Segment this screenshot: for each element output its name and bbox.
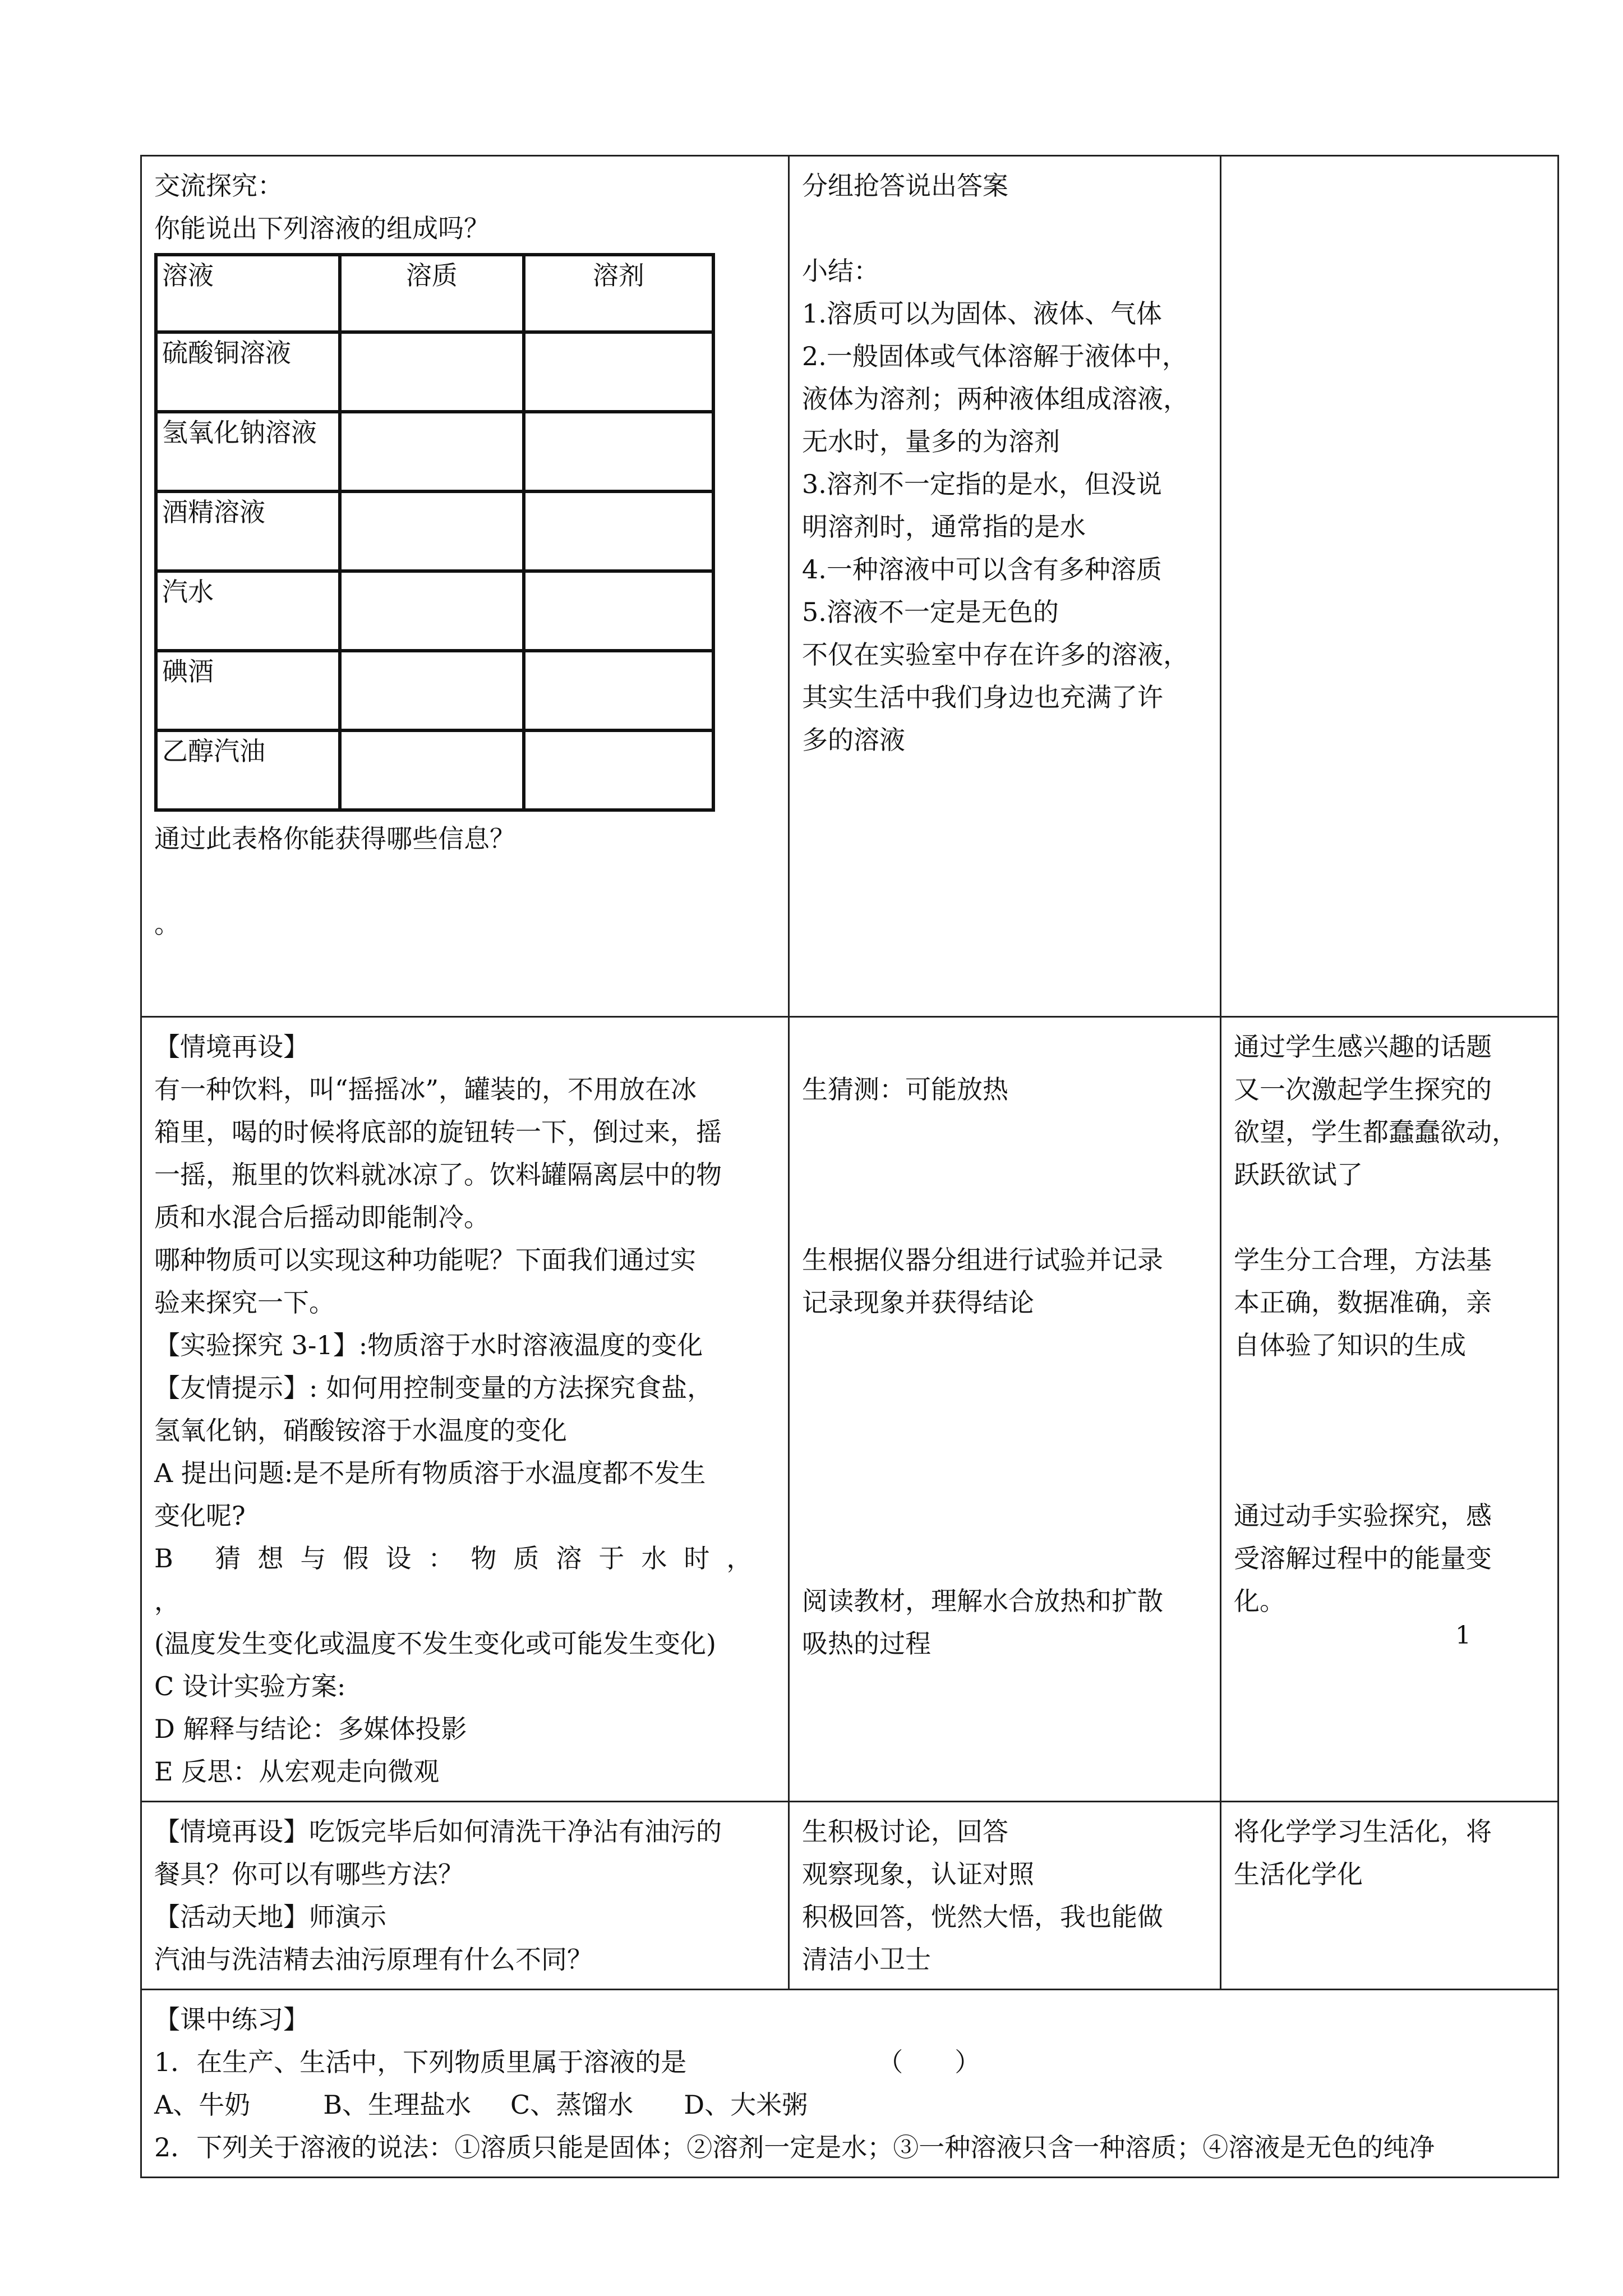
text-line: 【活动天地】师演示 [154,1902,386,1932]
summary-line: 不仅在实验室中存在许多的溶液， [802,639,1189,670]
intent-line: 跃跃欲试了 [1234,1159,1363,1190]
reading-activity: 吸热的过程 [802,1628,931,1659]
solvent-cell [524,730,713,810]
text-line: 生活化学化 [1234,1859,1363,1889]
table-row [156,571,713,651]
row-label: 酒精溶液 [156,491,340,571]
text-line: 质和水混合后摇动即能制冷。 [154,1202,490,1232]
row-scenario-experiment [141,1017,1559,1802]
summary-line: 多的溶液 [802,725,905,755]
row-practice [141,1990,1559,2178]
text-line: ， [154,1586,180,1616]
exchange-heading: 交流探究： [154,171,283,201]
step-b: B 猜想与假设：物质溶于水时， [154,1543,769,1573]
solute-cell [340,730,524,810]
header-solute: 溶质 [340,255,524,332]
solvent-cell [524,491,713,571]
row2-col1 [141,1017,789,1802]
solution-composition-table [154,253,715,812]
text-line: 【情境再设】吃饭完毕后如何清洗干净沾有油污的 [154,1816,722,1847]
summary-line: 无水时，量多的为溶剂 [802,426,1060,457]
text-line: 观察现象，认证对照 [802,1859,1034,1889]
text-line: 汽油与洗洁精去油污原理有什么不同？ [154,1944,593,1975]
question-1 [154,2041,1545,2083]
row-exchange-explore [141,156,1559,1017]
summary-line: 4.一种溶液中可以含有多种溶质 [802,554,1162,585]
intent-line: 又一次激起学生探究的 [1234,1074,1492,1105]
table-header-row [156,255,713,332]
question-1-options [154,2083,1545,2126]
text-line: 清洁小卫士 [802,1944,931,1975]
summary-line: 液体为溶剂；两种液体组成溶液， [802,384,1189,414]
row2-col3 [1221,1017,1559,1802]
step-c: C 设计实验方案: [154,1671,346,1701]
step-d: D 解释与结论：多媒体投影 [154,1714,467,1744]
text-line: 生积极讨论，回答 [802,1816,1008,1847]
intent-line: 受溶解过程中的能量变 [1234,1543,1492,1573]
row2-col2 [789,1017,1221,1802]
option-c: C、蒸馏水 [510,2090,634,2120]
intent-line: 学生分工合理，方法基 [1234,1245,1492,1275]
group-answer-text: 分组抢答说出答案 [802,171,1008,201]
summary-line: 1.溶质可以为固体、液体、气体 [802,298,1162,329]
intent-line: 本正确，数据准确，亲 [1234,1287,1492,1318]
student-guess: 生猜测：可能放热 [802,1074,1008,1105]
text-line: 氢氧化钠，硝酸铵溶于水温度的变化 [154,1415,567,1446]
header-solvent: 溶剂 [524,255,713,332]
text-line: 将化学学习生活化，将 [1234,1816,1492,1847]
header-solution: 溶液 [156,255,340,332]
hint-line: 【友情提示】: 如何用控制变量的方法探究食盐， [154,1373,713,1403]
option-b: B、生理盐水 [323,2090,472,2120]
row1-col3 [1221,156,1559,1017]
table-followup-question: 通过此表格你能获得哪些信息？ [154,823,515,854]
answer-dot: 。 [154,909,180,939]
step-e: E 反思：从宏观走向微观 [154,1756,440,1787]
reading-activity: 阅读教材，理解水合放热和扩散 [802,1586,1163,1616]
text-line: 一摇，瓶里的饮料就冰凉了。饮料罐隔离层中的物 [154,1159,722,1190]
row-label: 碘酒 [156,651,340,730]
row1-col2 [789,156,1221,1017]
table-row [156,491,713,571]
question-2: 2．下列关于溶液的说法：①溶质只能是固体；②溶剂一定是水；③一种溶液只含一种溶质；④溶液是无色的纯净 [154,2132,1435,2162]
table-row [156,332,713,412]
row1-col1 [141,156,789,1017]
text-line: 积极回答，恍然大悟，我也能做 [802,1902,1163,1932]
practice-cell [141,1990,1559,2178]
summary-line: 2.一般固体或气体溶解于液体中， [802,341,1188,371]
intent-line: 通过学生感兴趣的话题 [1234,1032,1492,1062]
summary-line: 明溶剂时，通常指的是水 [802,512,1086,542]
intent-line: 化。 [1234,1586,1285,1616]
text-line: 变化呢? [154,1501,246,1531]
solute-cell [340,651,524,730]
text-line: 餐具？你可以有哪些方法？ [154,1859,464,1889]
answer-blank: （ ） [877,2047,981,2077]
experiment-title: 【实验探究 3-1】:物质溶于水时溶液温度的变化 [154,1330,703,1360]
step-a: A 提出问题:是不是所有物质溶于水温度都不发生 [154,1458,706,1488]
lesson-plan-table [140,155,1559,2178]
solvent-cell [524,412,713,491]
experiment-activity: 生根据仪器分组进行试验并记录 [802,1245,1163,1275]
solvent-cell [524,571,713,651]
summary-line: 5.溶液不一定是无色的 [802,597,1059,627]
option-d: D、大米粥 [684,2090,808,2120]
intent-line: 通过动手实验探究，感 [1234,1501,1492,1531]
experiment-activity: 记录现象并获得结论 [802,1287,1034,1318]
summary-line: 其实生活中我们身边也充满了许 [802,682,1163,712]
row-cleaning [141,1802,1559,1990]
composition-question: 你能说出下列溶液的组成吗？ [154,213,490,243]
text-line: 有一种饮料，叫“摇摇冰”，罐装的，不用放在冰 [154,1074,697,1105]
text-line: 验来探究一下。 [154,1287,335,1318]
summary-line: 3.溶剂不一定指的是水，但没说 [802,469,1162,499]
row3-col1 [141,1802,789,1990]
row3-col3 [1221,1802,1559,1990]
intent-line: 自体验了知识的生成 [1234,1330,1466,1360]
row-label: 硫酸铜溶液 [156,332,340,412]
text-line: 箱里，喝的时候将底部的旋钮转一下，倒过来，摇 [154,1117,722,1147]
solute-cell [340,491,524,571]
solute-cell [340,412,524,491]
text-line: (温度发生变化或温度不发生变化或可能发生变化) [154,1628,716,1659]
row-label: 氢氧化钠溶液 [156,412,340,491]
intent-line: 欲望，学生都蠢蠢欲动， [1234,1117,1518,1147]
page-number: 1 [1455,1621,1471,1650]
table-row [156,730,713,810]
summary-title: 小结： [802,256,879,286]
solvent-cell [524,651,713,730]
row3-col2 [789,1802,1221,1990]
solvent-cell [524,332,713,412]
practice-title: 【课中练习】 [154,2004,309,2035]
scenario-heading: 【情境再设】 [154,1032,309,1062]
table-row [156,412,713,491]
row-label: 乙醇汽油 [156,730,340,810]
question-1-text: 1．在生产、生活中，下列物质里属于溶液的是 [154,2047,687,2077]
option-a: A、牛奶 [154,2090,251,2120]
solute-cell [340,332,524,412]
table-row [156,651,713,730]
text-line: 哪种物质可以实现这种功能呢？下面我们通过实 [154,1245,696,1275]
solute-cell [340,571,524,651]
row-label: 汽水 [156,571,340,651]
